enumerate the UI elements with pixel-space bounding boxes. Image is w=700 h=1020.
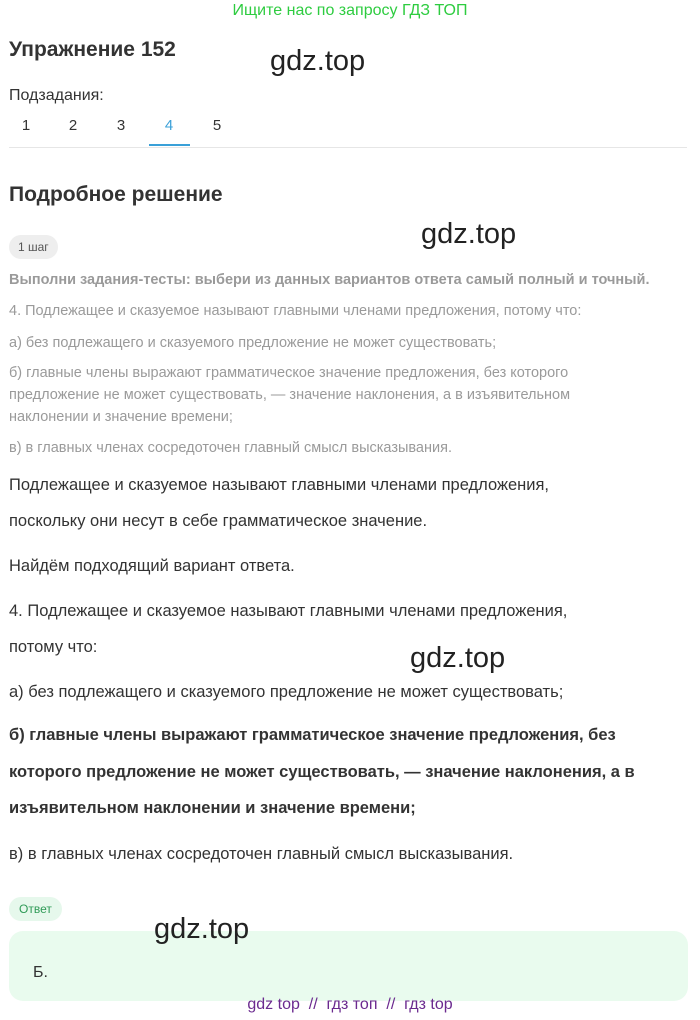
solution-question-line-1: 4. Подлежащее и сказуемое называют главными членами предложения, xyxy=(9,602,568,620)
tab-subtask-5[interactable]: 5 xyxy=(212,117,222,134)
task-intro: Выполни задания-тесты: выбери из данных вариантов ответа самый полный и точный. xyxy=(9,272,650,288)
solution-option-b-line-2: которого предложение не может существовать, — значение наклонения, а в xyxy=(9,763,635,781)
subtask-tabs xyxy=(9,111,687,148)
subtasks-label: Подзадания: xyxy=(9,87,104,104)
footer-links: gdz top // гдз топ // гдз top xyxy=(247,996,453,1013)
task-question: 4. Подлежащее и сказуемое называют главными членами предложения, потому что: xyxy=(9,303,582,319)
answer-value: Б. xyxy=(33,964,48,981)
top-banner: Ищите нас по запросу ГДЗ ТОП xyxy=(232,2,468,19)
solution-para-2: Найдём подходящий вариант ответа. xyxy=(9,557,295,575)
active-tab-indicator xyxy=(149,144,190,146)
tab-subtask-4[interactable]: 4 xyxy=(164,117,174,134)
task-option-b-line-2: предложение не может существовать, — значение наклонения, а в изъявительном xyxy=(9,387,571,403)
page-title: Упражнение 152 xyxy=(9,38,176,61)
solution-heading: Подробное решение xyxy=(9,183,223,206)
solution-para-1-line-1: Подлежащее и сказуемое называют главными членами предложения, xyxy=(9,476,550,494)
watermark: gdz.top xyxy=(421,218,517,250)
solution-para-1-line-2: поскольку они несут в себе грамматическое значение. xyxy=(9,512,428,530)
watermark: gdz.top xyxy=(270,45,366,77)
watermark: gdz.top xyxy=(154,913,250,945)
step-badge: 1 шаг xyxy=(9,235,58,259)
solution-option-b-line-1: б) главные члены выражают грамматическое значение предложения, без xyxy=(9,726,616,744)
tab-subtask-1[interactable]: 1 xyxy=(21,117,31,134)
task-option-b-line-3: наклонении и значение времени; xyxy=(9,409,233,425)
tab-subtask-2[interactable]: 2 xyxy=(68,117,78,134)
answer-box xyxy=(9,931,688,1001)
task-option-a: а) без подлежащего и сказуемого предложение не может существовать; xyxy=(9,335,497,351)
answer-badge: Ответ xyxy=(9,897,62,921)
solution-question-line-2: потому что: xyxy=(9,638,98,656)
solution-option-c: в) в главных членах сосредоточен главный смысл высказывания. xyxy=(9,845,514,863)
watermark: gdz.top xyxy=(410,642,506,674)
task-option-c: в) в главных членах сосредоточен главный смысл высказывания. xyxy=(9,440,452,456)
solution-option-a: а) без подлежащего и сказуемого предложение не может существовать; xyxy=(9,683,564,701)
tab-subtask-3[interactable]: 3 xyxy=(116,117,126,134)
task-option-b-line-1: б) главные члены выражают грамматическое значение предложения, без которого xyxy=(9,365,569,381)
solution-option-b-line-3: изъявительном наклонении и значение времени; xyxy=(9,799,416,817)
